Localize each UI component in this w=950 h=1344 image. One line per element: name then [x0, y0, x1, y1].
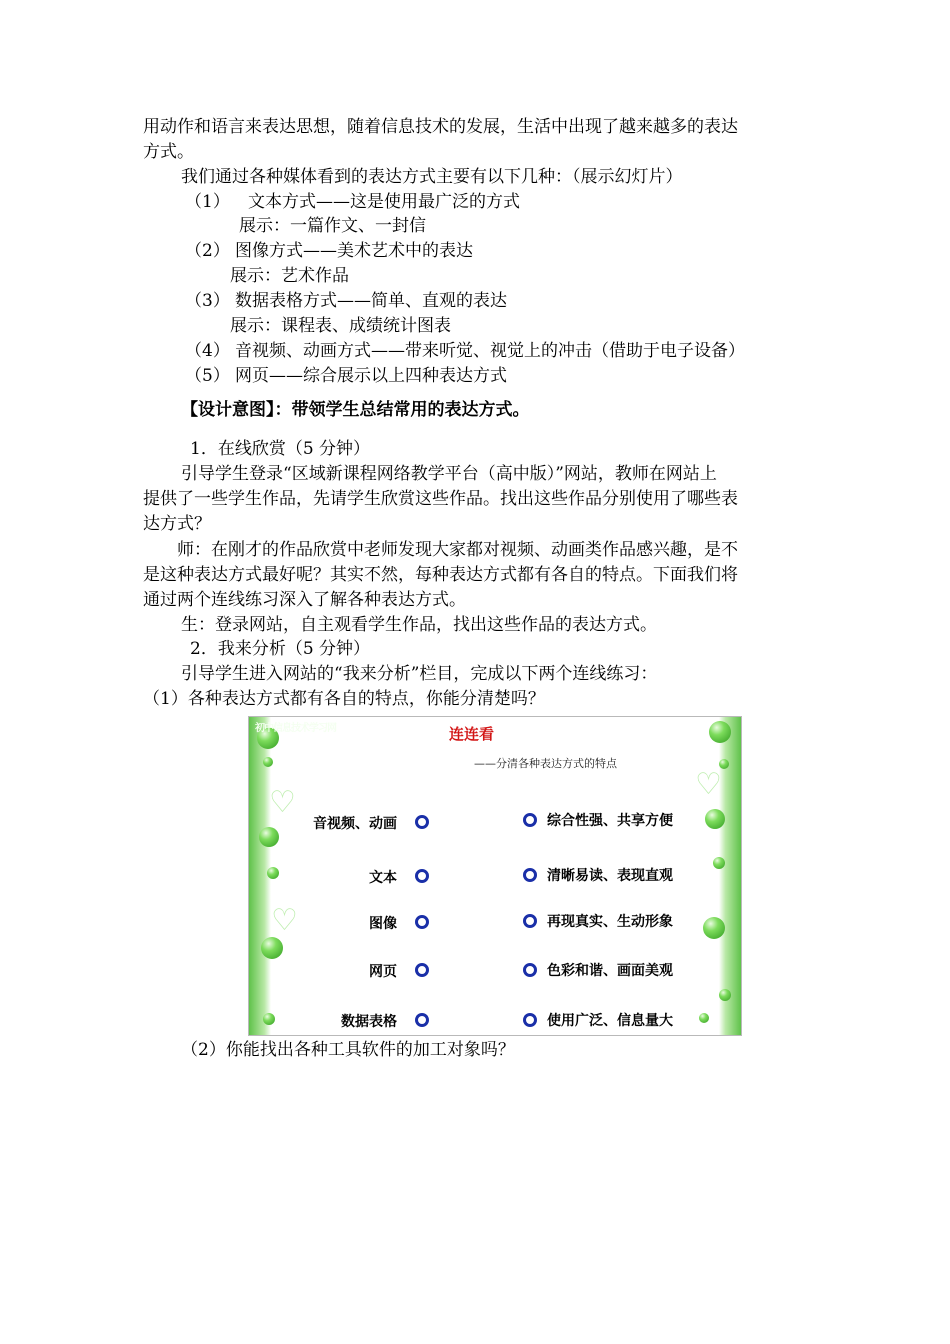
slide-right-item: 使用广泛、信息量大	[547, 1013, 673, 1029]
bubble-decoration	[699, 1013, 709, 1023]
slide-right-item: 色彩和谐、画面美观	[547, 963, 673, 979]
list-item: 网页——综合展示以上四种表达方式	[235, 366, 507, 386]
list-number: （1）	[185, 192, 230, 212]
connector-dot[interactable]	[523, 1013, 537, 1027]
paragraph-line: 生：登录网站，自主观看学生作品，找出这些作品的表达方式。	[181, 615, 657, 635]
list-item: 文本方式——这是使用最广泛的方式	[248, 192, 520, 212]
list-item-show: 展示：艺术作品	[230, 266, 349, 286]
slide-right-item: 再现真实、生动形象	[547, 914, 673, 930]
slide-left-item: 数据表格	[341, 1014, 397, 1030]
connector-dot[interactable]	[415, 815, 429, 829]
list-number: （4）	[185, 341, 230, 361]
slide-left-item: 网页	[369, 964, 397, 980]
slide-image	[248, 716, 742, 1036]
list-item: 数据表格方式——简单、直观的表达	[235, 291, 507, 311]
connector-dot[interactable]	[415, 915, 429, 929]
list-item: 音视频、动画方式——带来听觉、视觉上的冲击（借助于电子设备）	[235, 341, 745, 361]
bubble-decoration	[261, 937, 283, 959]
paragraph-line: 是这种表达方式最好呢？其实不然，每种表达方式都有各自的特点。下面我们将	[143, 565, 738, 585]
connector-dot[interactable]	[415, 1013, 429, 1027]
heart-icon: ♡	[269, 785, 296, 820]
question-line: （1）各种表达方式都有各自的特点，你能分清楚吗？	[143, 689, 545, 709]
slide-right-item: 综合性强、共享方便	[547, 813, 673, 829]
connector-dot[interactable]	[523, 914, 537, 928]
slide-banner: 初中信息技术学习网	[255, 723, 336, 734]
connector-dot[interactable]	[523, 813, 537, 827]
heart-icon: ♡	[695, 767, 722, 802]
bubble-decoration	[705, 809, 725, 829]
paragraph-line: 达方式？	[143, 514, 211, 534]
paragraph-line: 我们通过各种媒体看到的表达方式主要有以下几种：（展示幻灯片）	[181, 167, 683, 187]
slide-left-item: 音视频、动画	[313, 816, 397, 832]
paragraph-line: 引导学生进入网站的“我来分析”栏目，完成以下两个连线练习：	[181, 664, 658, 684]
list-number: （5）	[185, 366, 230, 386]
connector-dot[interactable]	[523, 868, 537, 882]
bubble-decoration	[713, 857, 725, 869]
paragraph-line: 引导学生登录“区域新课程网络教学平台（高中版）”网站，教师在网站上	[181, 464, 717, 484]
paragraph-line: 提供了一些学生作品，先请学生欣赏这些作品。找出这些作品分别使用了哪些表	[143, 489, 738, 509]
list-number: （3）	[185, 291, 230, 311]
paragraph-line: 通过两个连线练习深入了解各种表达方式。	[143, 590, 466, 610]
slide-title: 连连看	[449, 725, 495, 743]
list-item-show: 展示：课程表、成绩统计图表	[230, 316, 451, 336]
paragraph-line: 师：在刚才的作品欣赏中老师发现大家都对视频、动画类作品感兴趣，是不	[177, 540, 738, 560]
connector-dot[interactable]	[415, 869, 429, 883]
slide-right-item: 清晰易读、表现直观	[547, 868, 673, 884]
section-heading: 1．在线欣赏（5 分钟）	[190, 439, 371, 459]
slide-left-item: 图像	[369, 916, 397, 932]
design-intent-heading: 【设计意图】：带领学生总结常用的表达方式。	[181, 400, 530, 420]
section-heading: 2．我来分析（5 分钟）	[190, 639, 371, 659]
bubble-decoration	[703, 917, 725, 939]
bubble-decoration	[709, 721, 731, 743]
slide-left-item: 文本	[369, 870, 397, 886]
connector-dot[interactable]	[523, 963, 537, 977]
heart-icon: ♡	[271, 903, 298, 938]
question-line: （2）你能找出各种工具软件的加工对象吗？	[181, 1040, 515, 1060]
list-number: （2）	[185, 241, 230, 261]
paragraph-line: 方式。	[143, 142, 194, 162]
bubble-decoration	[263, 757, 273, 767]
list-item: 图像方式——美术艺术中的表达	[235, 241, 473, 261]
paragraph-line: 用动作和语言来表达思想，随着信息技术的发展，生活中出现了越来越多的表达	[143, 117, 738, 137]
bubble-decoration	[719, 989, 731, 1001]
connector-dot[interactable]	[415, 963, 429, 977]
slide-subtitle: ——分清各种表达方式的特点	[474, 757, 617, 770]
list-item-show: 展示：一篇作文、一封信	[239, 216, 426, 236]
